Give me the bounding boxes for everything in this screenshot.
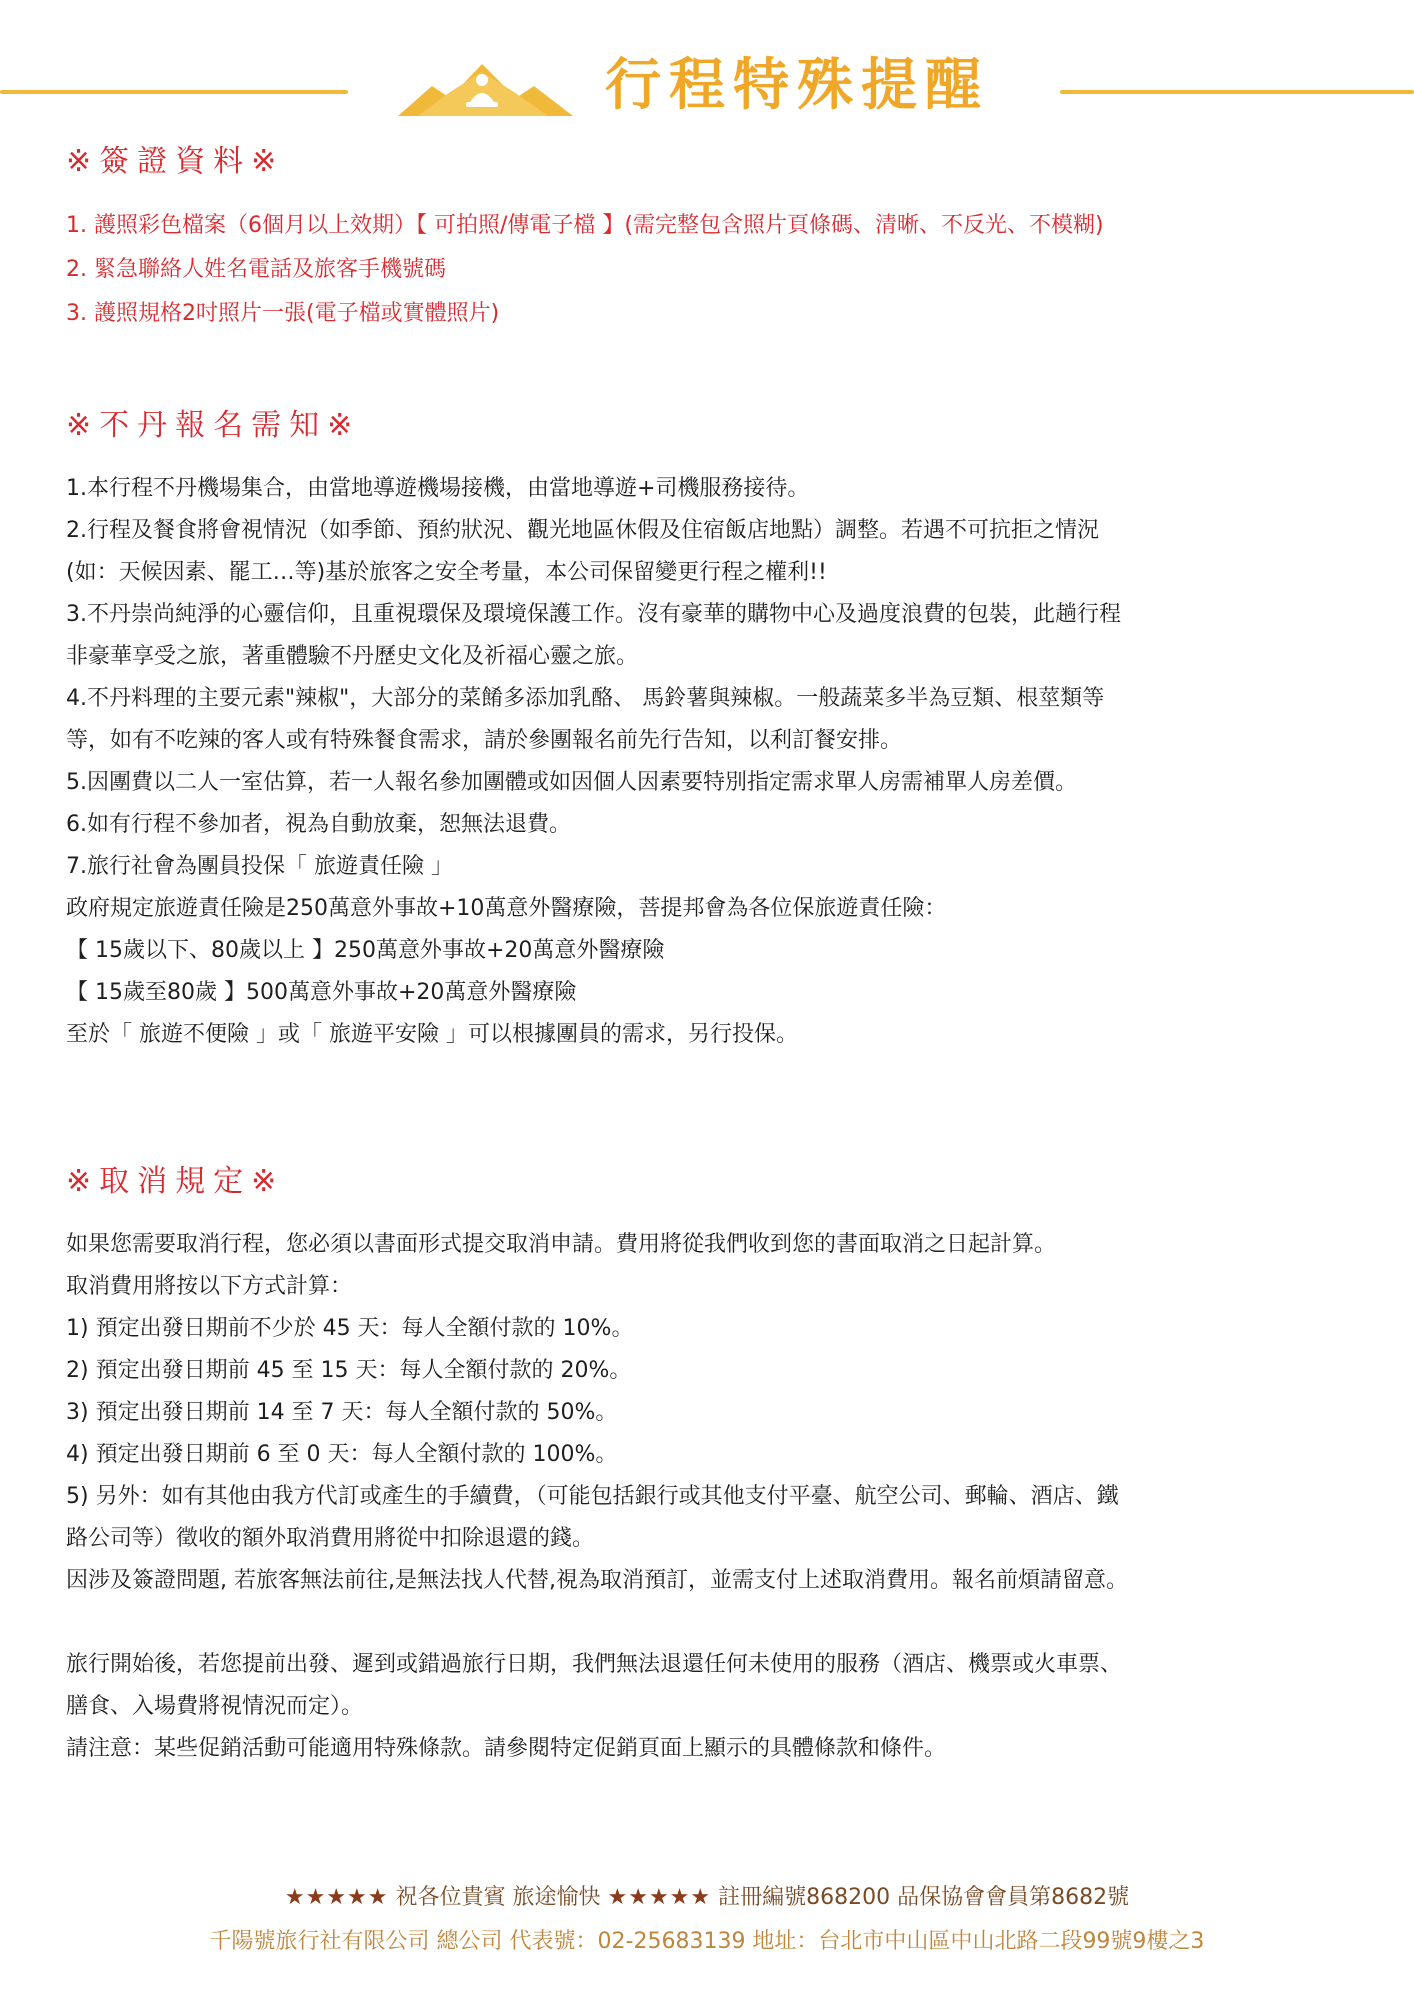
- footer-company-line: 千陽號旅行社有限公司 總公司 代表號：02-25683139 地址：台北市中山區中山北路二段99號9樓之3: [209, 1929, 1205, 1954]
- bhutan-line: 5.因團費以二人一室估算，若一人報名參加團體或如因個人因素要特別指定需求單人房需補單人房差價。: [66, 770, 1077, 795]
- bhutan-line: 【 15歲至80歲 】500萬意外事故+20萬意外醫療險: [66, 980, 577, 1005]
- cancel-line: 旅行開始後，若您提前出發、遲到或錯過旅行日期，我們無法退還任何未使用的服務（酒店、機票或火車票、: [66, 1652, 1123, 1677]
- footer-greeting: 祝各位貴賓 旅途愉快: [395, 1885, 601, 1910]
- cancel-line: 膳食、入場費將視情況而定）。: [66, 1694, 364, 1719]
- cancel-line: 4) 預定出發日期前 6 至 0 天：每人全額付款的 100%。: [66, 1442, 618, 1467]
- cancel-line: 1) 預定出發日期前不少於 45 天：每人全額付款的 10%。: [66, 1316, 634, 1341]
- cancel-line: 因涉及簽證問題, 若旅客無法前往,是無法找人代替,視為取消預訂，並需支付上述取消費用。報名前煩請留意。: [66, 1568, 1128, 1593]
- bhutan-line: 2.行程及餐食將會視情況（如季節、預約狀況、觀光地區休假及住宿飯店地點）調整。若遇不可抗拒之情況: [66, 518, 1099, 543]
- visa-item: 3. 護照規格2吋照片一張(電子檔或實體照片): [66, 301, 500, 326]
- visa-item: 1. 護照彩色檔案（6個月以上效期）【 可拍照/傳電子檔 】(需完整包含照片頁條碼、清晰、不反光、不模糊): [66, 213, 1104, 238]
- stars-icon: ★★★★★: [284, 1885, 389, 1910]
- footer-greeting-line: [0, 1880, 1414, 1911]
- visa-section-title: ※簽證資料※: [66, 144, 285, 179]
- footer-registration: 註冊編號868200 品保協會會員第8682號: [718, 1885, 1130, 1910]
- cancellation-section: [66, 1162, 1356, 1770]
- cancel-line: 3) 預定出發日期前 14 至 7 天：每人全額付款的 50%。: [66, 1400, 618, 1425]
- bhutan-line: (如：天候因素、罷工…等)基於旅客之安全考量，本公司保留變更行程之權利!!: [66, 560, 827, 585]
- page-title: 行程特殊提醒: [605, 53, 989, 118]
- bhutan-line: 7.旅行社會為團員投保「 旅遊責任險 」: [66, 854, 453, 879]
- bhutan-line: 政府規定旅遊責任險是250萬意外事故+10萬意外醫療險，菩提邦會為各位保旅遊責任險：: [66, 896, 947, 921]
- bhutan-notice-section: [66, 406, 1356, 1056]
- bhutan-line: 4.不丹料理的主要元素"辣椒"，大部分的菜餚多添加乳酪、 馬鈴薯與辣椒。一般蔬菜多半為豆類、根莖類等: [66, 686, 1105, 711]
- bhutan-line: 【 15歲以下、80歲以上 】250萬意外事故+20萬意外醫療險: [66, 938, 665, 963]
- bhutan-line: 至於「 旅遊不便險 」或「 旅遊平安險 」可以根據團員的需求，另行投保。: [66, 1022, 798, 1047]
- cancel-line: 路公司等）徵收的額外取消費用將從中扣除退還的錢。: [66, 1526, 595, 1551]
- bhutan-line: 6.如有行程不參加者，視為自動放棄，恕無法退費。: [66, 812, 571, 837]
- bhutan-line: 3.不丹崇尚純淨的心靈信仰，且重視環保及環境保護工作。沒有豪華的購物中心及過度浪費的包裝，此趟行程: [66, 602, 1121, 627]
- cancel-line: 如果您需要取消行程，您必須以書面形式提交取消申請。費用將從我們收到您的書面取消之日起計算。: [66, 1232, 1057, 1257]
- bhutan-line: 1.本行程不丹機場集合，由當地導遊機場接機，由當地導遊+司機服務接待。: [66, 476, 810, 501]
- header-rule-right: [1060, 90, 1414, 94]
- stars-icon: ★★★★★: [607, 1885, 712, 1910]
- header-rule-left: [0, 90, 348, 94]
- visa-item: 2. 緊急聯絡人姓名電話及旅客手機號碼: [66, 257, 446, 282]
- cancel-line: 2) 預定出發日期前 45 至 15 天：每人全額付款的 20%。: [66, 1358, 632, 1383]
- page-header: [0, 40, 1414, 150]
- cancel-section-title: ※取消規定※: [66, 1164, 285, 1199]
- cancel-line: 取消費用將按以下方式計算：: [66, 1274, 353, 1299]
- bhutan-section-title: ※不丹報名需知※: [66, 408, 361, 443]
- bhutan-line: 非豪華享受之旅，著重體驗不丹歷史文化及祈福心靈之旅。: [66, 644, 639, 669]
- visa-section: [66, 142, 1356, 336]
- bhutan-line: 等，如有不吃辣的客人或有特殊餐食需求，請於參團報名前先行告知，以利訂餐安排。: [66, 728, 903, 753]
- mountain-buddha-logo-icon: [398, 58, 573, 118]
- cancel-line: 5) 另外：如有其他由我方代訂或產生的手續費，（可能包括銀行或其他支付平臺、航空公司、郵輪、酒店、鐵: [66, 1484, 1119, 1509]
- cancel-spacer: [66, 1602, 1356, 1644]
- cancel-line: 請注意：某些促銷活動可能適用特殊條款。請參閱特定促銷頁面上顯示的具體條款和條件。: [66, 1736, 947, 1761]
